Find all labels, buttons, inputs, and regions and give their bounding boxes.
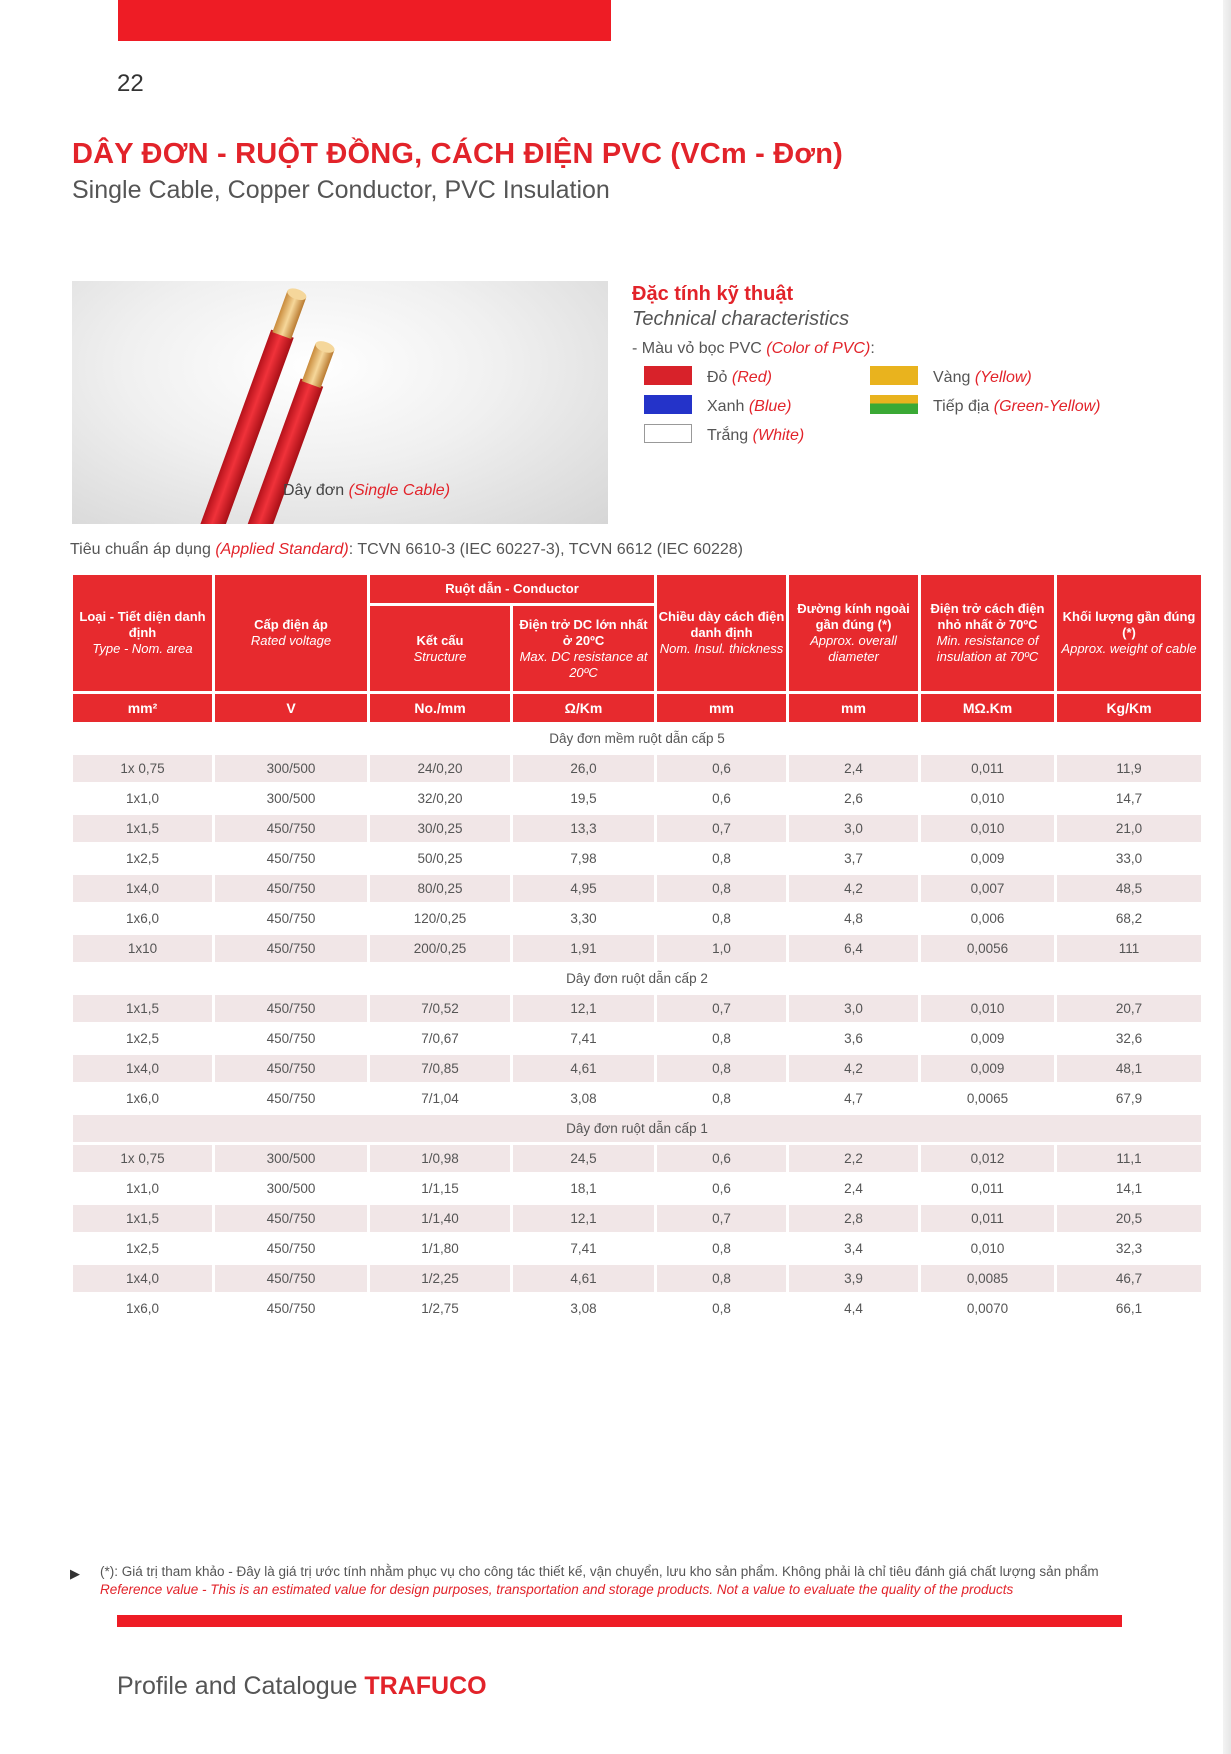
table-cell: 450/750 (266, 1241, 316, 1256)
table-cell: 7/1,04 (421, 1091, 459, 1106)
table-cell: 300/500 (266, 1181, 316, 1196)
table-cell: 1,0 (657, 935, 786, 962)
color-blue-label: Xanh (Blue) (707, 398, 792, 415)
table-cell: 0,010 (970, 791, 1005, 806)
color-intro-vn: - Màu vỏ bọc PVC (632, 340, 762, 357)
table-row (73, 1055, 1201, 1082)
table-cell: 1x6,0 (125, 911, 160, 926)
table-cell: 7,41 (570, 1031, 597, 1046)
unit-cell: No./mm (370, 694, 510, 722)
color-red-label: Đỏ (Red) (707, 369, 772, 386)
table-row (73, 785, 1201, 812)
table-cell: 0,010 (921, 815, 1054, 842)
table-cell: 0,010 (921, 995, 1054, 1022)
table-cell: 300/500 (266, 791, 316, 806)
table-cell: 4,95 (513, 875, 654, 902)
table-row (73, 875, 1201, 902)
table-cell: 14,7 (1115, 791, 1143, 806)
table-cell: 7/0,67 (421, 1031, 459, 1046)
table-cell: 450/750 (266, 1031, 316, 1046)
table-cell: 0,8 (712, 1241, 731, 1256)
table-cell: 0,009 (970, 1031, 1005, 1046)
tech-subheading: Technical characteristics (632, 308, 850, 330)
table-cell: 12,1 (513, 995, 654, 1022)
table-cell: 48,1 (1057, 1055, 1201, 1082)
table-cell: 0,6 (712, 1181, 731, 1196)
table-cell: 0,6 (712, 791, 731, 806)
table-cell: 3,6 (844, 1031, 863, 1046)
note-vn: (*): Giá trị tham khảo - Đây là giá trị ước tính nhằm phục vụ cho công tác thiết kế, vận chuyển, lưu kho sản phẩm. Không phải là chỉ tiêu đánh giá chất lượng sản phẩm (100, 1564, 1099, 1579)
table-cell: 1/2,75 (421, 1301, 459, 1316)
table-cell: 0,8 (712, 911, 731, 926)
table-cell: 450/750 (266, 851, 316, 866)
spec-table-body (73, 725, 1201, 1322)
table-row (73, 1295, 1201, 1322)
tech-heading: Đặc tính kỹ thuật (632, 283, 794, 305)
table-cell: 66,1 (1115, 1301, 1143, 1316)
header-insulation: Chiều dày cách điện danh định Nom. Insul. thickness (657, 575, 786, 691)
table-cell: 0,6 (657, 1145, 786, 1172)
table-cell: 14,1 (1115, 1181, 1143, 1196)
table-cell: 0,8 (657, 1055, 786, 1082)
table-cell: 0,009 (970, 851, 1005, 866)
table-row (73, 755, 1201, 782)
table-cell: 120/0,25 (413, 911, 467, 926)
product-photo (72, 281, 608, 524)
table-cell: 2,4 (789, 755, 918, 782)
table-row (73, 1025, 1201, 1052)
table-cell: 1x6,0 (125, 1091, 160, 1106)
unit-cell: Kg/Km (1057, 694, 1201, 722)
table-cell: 0,010 (970, 1241, 1005, 1256)
table-cell: 450/750 (266, 911, 316, 926)
table-cell: 1x1,5 (73, 815, 212, 842)
table-cell: 46,7 (1057, 1265, 1201, 1292)
table-cell: 1x4,0 (73, 1055, 212, 1082)
table-cell: 1x1,0 (125, 1181, 160, 1196)
table-cell: 0,0085 (921, 1265, 1054, 1292)
table-cell: 1x6,0 (125, 1301, 160, 1316)
table-cell: 13,3 (513, 815, 654, 842)
table-row (73, 1145, 1201, 1172)
table-cell: 3,08 (570, 1091, 597, 1106)
table-row (73, 995, 1201, 1022)
table-cell: 1x2,5 (125, 1031, 160, 1046)
table-cell: 80/0,25 (370, 875, 510, 902)
table-cell: 1x2,5 (125, 851, 160, 866)
applied-standard: Tiêu chuẩn áp dụng (Applied Standard): TCVN 6610-3 (IEC 60227-3), TCVN 6612 (IEC 60228) (70, 541, 743, 558)
table-cell: 1x4,0 (73, 875, 212, 902)
table-row (73, 1205, 1201, 1232)
color-white-label: Trắng (White) (707, 427, 805, 444)
unit-cell: mm (657, 694, 786, 722)
header-diameter: Đường kính ngoài gần đúng (*) Approx. overall diameter (789, 575, 918, 691)
table-cell: 1/2,25 (370, 1265, 510, 1292)
table-cell: 48,5 (1057, 875, 1201, 902)
table-cell: 19,5 (570, 791, 597, 806)
page-number: 22 (117, 70, 144, 97)
table-cell: 32/0,20 (417, 791, 463, 806)
unit-cell: V (215, 694, 367, 722)
table-cell: 20,7 (1057, 995, 1201, 1022)
unit-cell: mm (789, 694, 918, 722)
table-cell: 0,007 (921, 875, 1054, 902)
unit-cell: Ω/Km (513, 694, 654, 722)
table-cell: 300/500 (215, 755, 367, 782)
note-en: Reference value - This is an estimated value for design purposes, transportation and storage products. Not a value to evaluate the quality of the products (100, 1582, 1014, 1597)
table-cell: 0,8 (657, 875, 786, 902)
table-cell: 0,0070 (966, 1301, 1009, 1316)
table-cell: 1x10 (73, 935, 212, 962)
table-cell: 450/750 (215, 1265, 367, 1292)
table-cell: 2,2 (789, 1145, 918, 1172)
table-cell: 1x 0,75 (73, 1145, 212, 1172)
table-cell: 0,012 (921, 1145, 1054, 1172)
table-cell: 1x1,0 (125, 791, 160, 806)
table-cell: 68,2 (1115, 911, 1143, 926)
header-insulation-resistance: Điện trở cách điện nhỏ nhất ở 70ºC Min. resistance of insulation at 70ºC (921, 575, 1054, 691)
table-cell: 0,6 (657, 755, 786, 782)
table-cell: 2,8 (789, 1205, 918, 1232)
table-cell: 0,011 (971, 1181, 1004, 1196)
table-cell: 1/0,98 (370, 1145, 510, 1172)
table-cell: 300/500 (215, 1145, 367, 1172)
table-cell: 4,2 (789, 875, 918, 902)
table-cell: 1x1,5 (73, 1205, 212, 1232)
table-cell: 26,0 (513, 755, 654, 782)
unit-row (73, 694, 1201, 722)
table-row (73, 1235, 1201, 1262)
table-cell: 2,4 (844, 1181, 863, 1196)
table-cell: 4,7 (844, 1091, 863, 1106)
table-cell: 0,0056 (921, 935, 1054, 962)
table-cell: 0,006 (970, 911, 1005, 926)
table-cell: 20,5 (1057, 1205, 1201, 1232)
table-cell: 4,8 (844, 911, 863, 926)
table-cell: 0,7 (657, 815, 786, 842)
note-bullet-icon: ▶ (70, 1566, 80, 1581)
table-cell: 18,1 (570, 1181, 597, 1196)
table-cell: 3,08 (570, 1301, 597, 1316)
table-cell: 0,8 (712, 1031, 731, 1046)
table-cell: 32,3 (1115, 1241, 1143, 1256)
header-structure: Kết cấu Structure (370, 606, 510, 691)
section-row (73, 1115, 1201, 1142)
section-title: Dây đơn ruột dẫn cấp 1 (73, 1115, 1201, 1142)
brand-name: TRAFUCO (364, 1672, 487, 1700)
table-row (73, 1085, 1201, 1112)
page-subtitle: Single Cable, Copper Conductor, PVC Insulation (72, 176, 610, 204)
table-cell: 0,8 (712, 1301, 731, 1316)
bottom-red-bar (117, 1615, 1122, 1627)
table-cell: 7/0,85 (370, 1055, 510, 1082)
table-cell: 450/750 (215, 995, 367, 1022)
section-row (73, 725, 1201, 752)
swatch-blue (644, 395, 692, 414)
header-weight: Khối lượng gần đúng (*) Approx. weight of cable (1057, 575, 1201, 691)
table-cell: 450/750 (215, 935, 367, 962)
spec-table (70, 572, 1204, 1325)
table-cell: 450/750 (266, 1301, 316, 1316)
table-cell: 1/1,80 (421, 1241, 459, 1256)
table-row (73, 845, 1201, 872)
table-cell: 450/750 (266, 1091, 316, 1106)
caption-en: (Single Cable) (348, 482, 451, 499)
table-cell: 21,0 (1057, 815, 1201, 842)
unit-cell: MΩ.Km (921, 694, 1054, 722)
table-cell: 4,61 (513, 1265, 654, 1292)
table-cell: 0,8 (712, 851, 731, 866)
table-cell: 0,0065 (966, 1091, 1009, 1106)
table-cell: 12,1 (513, 1205, 654, 1232)
header-type: Loại - Tiết diện danh định Type - Nom. area (73, 575, 212, 691)
table-cell: 32,6 (1115, 1031, 1143, 1046)
table-cell: 0,8 (657, 1265, 786, 1292)
table-cell: 1x1,5 (73, 995, 212, 1022)
table-cell: 67,9 (1115, 1091, 1143, 1106)
table-cell: 3,30 (570, 911, 597, 926)
table-cell: 3,0 (789, 815, 918, 842)
page-title: DÂY ĐƠN - RUỘT ĐỒNG, CÁCH ĐIỆN PVC (VCm - Đơn) (72, 138, 843, 170)
table-cell: 1,91 (513, 935, 654, 962)
page-edge (1223, 0, 1231, 1754)
table-cell: 450/750 (215, 815, 367, 842)
color-intro: - Màu vỏ bọc PVC (Color of PVC): (632, 340, 875, 357)
color-green-yellow-label: Tiếp địa (Green-Yellow) (933, 398, 1101, 415)
table-row (73, 815, 1201, 842)
table-cell: 7,41 (570, 1241, 597, 1256)
table-cell: 24/0,20 (370, 755, 510, 782)
table-cell: 1/1,40 (370, 1205, 510, 1232)
table-cell: 450/750 (215, 1055, 367, 1082)
table-row (73, 1175, 1201, 1202)
table-cell: 1/1,15 (421, 1181, 459, 1196)
table-cell: 3,0 (789, 995, 918, 1022)
color-yellow-label: Vàng (Yellow) (933, 369, 1032, 386)
header-voltage: Cấp điện áp Rated voltage (215, 575, 367, 691)
table-cell: 0,011 (921, 755, 1054, 782)
table-cell: 450/750 (215, 1205, 367, 1232)
table-cell: 4,61 (513, 1055, 654, 1082)
table-cell: 1x 0,75 (73, 755, 212, 782)
table-cell: 3,4 (844, 1241, 863, 1256)
caption-vn: Dây đơn (283, 482, 345, 499)
section-title: Dây đơn mềm ruột dẫn cấp 5 (549, 731, 725, 746)
header-conductor: Ruột dẫn - Conductor (370, 575, 654, 603)
table-cell: 30/0,25 (370, 815, 510, 842)
unit-cell: mm² (73, 694, 212, 722)
table-cell: 1x2,5 (125, 1241, 160, 1256)
header-dc-resistance: Điện trở DC lớn nhất ở 20ºC Max. DC resistance at 20ºC (513, 606, 654, 691)
footer: Profile and Catalogue TRAFUCO (117, 1672, 487, 1700)
table-cell: 7,98 (570, 851, 597, 866)
table-row (73, 935, 1201, 962)
table-cell: 50/0,25 (417, 851, 463, 866)
table-cell: 0,011 (921, 1205, 1054, 1232)
color-intro-en: (Color of PVC) (766, 340, 871, 357)
table-cell: 4,4 (844, 1301, 863, 1316)
table-cell: 11,1 (1057, 1145, 1201, 1172)
table-cell: 4,2 (789, 1055, 918, 1082)
table-cell: 0,009 (921, 1055, 1054, 1082)
table-cell: 0,8 (712, 1091, 731, 1106)
table-row (73, 905, 1201, 932)
top-red-bar (118, 0, 611, 41)
section-title: Dây đơn ruột dẫn cấp 2 (566, 971, 708, 986)
table-cell: 33,0 (1115, 851, 1143, 866)
swatch-white (644, 424, 692, 443)
table-cell: 0,7 (657, 995, 786, 1022)
swatch-yellow (870, 366, 918, 385)
table-cell: 7/0,52 (370, 995, 510, 1022)
table-cell: 6,4 (789, 935, 918, 962)
table-cell: 0,7 (657, 1205, 786, 1232)
table-row (73, 1265, 1201, 1292)
photo-caption (283, 482, 450, 500)
section-row (73, 965, 1201, 992)
swatch-red (644, 366, 692, 385)
table-cell: 24,5 (513, 1145, 654, 1172)
table-cell: 1x4,0 (73, 1265, 212, 1292)
table-cell: 11,9 (1057, 755, 1201, 782)
table-cell: 111 (1057, 935, 1201, 962)
table-cell: 2,6 (844, 791, 863, 806)
table-cell: 200/0,25 (370, 935, 510, 962)
table-cell: 3,7 (844, 851, 863, 866)
swatch-green-yellow (870, 395, 918, 414)
table-cell: 3,9 (789, 1265, 918, 1292)
table-cell: 450/750 (215, 875, 367, 902)
